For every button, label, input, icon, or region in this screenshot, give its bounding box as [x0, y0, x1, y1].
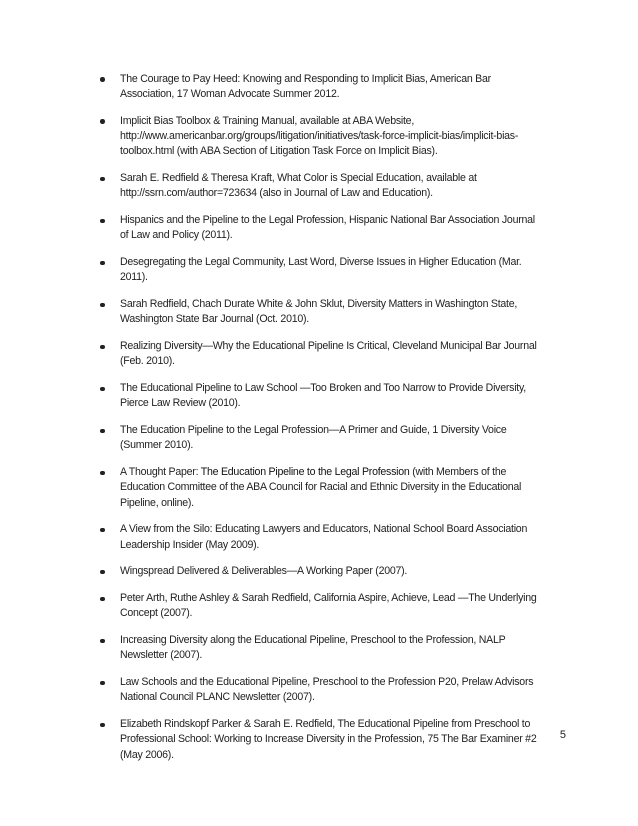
- list-item: [100, 255, 540, 285]
- reference-text: Sarah Redfield, Chach Durate White & John Sklut, Diversity Matters in Washington State, Washington State Bar Journal (Oct. 2010).: [120, 298, 518, 326]
- bullet-icon: [100, 177, 105, 182]
- list-item: [100, 381, 540, 411]
- list-item: [100, 114, 540, 160]
- reference-text: Implicit Bias Toolbox & Training Manual, available at ABA Website, http://www.americanbar.org/groups/litigation/initiatives/task-force-implicit-bias/implicit-bias-toolbox.html (with ABA Section of Litigation Task Force on Implicit Bias).: [120, 115, 519, 158]
- list-item: [100, 522, 540, 552]
- list-item: [100, 717, 540, 763]
- reference-text: The Educational Pipeline to Law School —Too Broken and Too Narrow to Provide Diversity, Pierce Law Review (2010).: [120, 382, 526, 410]
- list-item: [100, 72, 540, 102]
- bullet-icon: [100, 119, 105, 124]
- bullet-icon: [100, 303, 105, 308]
- reference-text-trail: (with Members of the Education Committee of the ABA Council for Racial and Ethnic Diversity in the Educational Pipeline, online).: [120, 466, 522, 509]
- bullet-icon: [100, 77, 105, 82]
- paper-title: The Education Pipeline to the Legal Profession: [200, 466, 410, 479]
- list-item: [100, 591, 540, 621]
- list-item: [100, 465, 540, 511]
- bullet-icon: [100, 681, 105, 686]
- reference-text-lead: A Thought Paper:: [120, 466, 201, 479]
- bullet-icon: [100, 471, 105, 476]
- reference-text: Desegregating the Legal Community, Last Word, Diverse Issues in Higher Education (Mar. 2011).: [120, 256, 522, 284]
- list-item: [100, 675, 540, 705]
- bullet-icon: [100, 387, 105, 392]
- reference-text: Increasing Diversity along the Educational Pipeline, Preschool to the Profession, NALP Newsletter (2007).: [120, 634, 506, 662]
- bullet-icon: [100, 597, 105, 602]
- reference-list: [100, 72, 540, 774]
- bullet-icon: [100, 723, 105, 728]
- reference-text: The Courage to Pay Heed: Knowing and Responding to Implicit Bias, American Bar Association, 17 Woman Advocate Summer 2012.: [120, 73, 491, 101]
- reference-text: A View from the Silo: Educating Lawyers and Educators, National School Board Association Leadership Insider (May 2009).: [120, 523, 528, 551]
- reference-text: The Education Pipeline to the Legal Profession—A Primer and Guide, 1 Diversity Voice (Summer 2010).: [120, 424, 507, 452]
- list-item: [100, 339, 540, 369]
- bullet-icon: [100, 528, 105, 533]
- bullet-icon: [100, 639, 105, 644]
- reference-text: Peter Arth, Ruthe Ashley & Sarah Redfield, California Aspire, Achieve, Lead —The Underlying Concept (2007).: [120, 592, 537, 620]
- list-item: [100, 297, 540, 327]
- bullet-icon: [100, 570, 105, 575]
- reference-text: Realizing Diversity—Why the Educational Pipeline Is Critical, Cleveland Municipal Bar Journal (Feb. 2010).: [120, 340, 537, 368]
- bullet-icon: [100, 429, 105, 434]
- reference-text: Wingspread Delivered & Deliverables—A Working Paper (2007).: [120, 565, 408, 578]
- bullet-icon: [100, 345, 105, 350]
- reference-text: [120, 466, 521, 508]
- list-item: [100, 633, 540, 663]
- list-item: [100, 213, 540, 243]
- reference-text: Elizabeth Rindskopf Parker & Sarah E. Redfield, The Educational Pipeline from Preschool to Professional School: Working to Increase Diversity in the Profession, 75 The Bar Examiner #2 (May 2006).: [120, 718, 537, 761]
- reference-text: Law Schools and the Educational Pipeline, Preschool to the Profession P20, Prelaw Advisors National Council PLANC Newsletter (2007).: [120, 676, 534, 704]
- reference-text: Sarah E. Redfield & Theresa Kraft, What Color is Special Education, available at http://ssrn.com/author=723634 (also in Journal of Law and Education).: [120, 172, 477, 200]
- list-item: [100, 564, 540, 579]
- list-item: [100, 423, 540, 453]
- page-number: 5: [559, 729, 566, 741]
- bullet-icon: [100, 219, 105, 224]
- reference-text: Hispanics and the Pipeline to the Legal Profession, Hispanic National Bar Association Journal of Law and Policy (2011).: [120, 214, 535, 242]
- bullet-icon: [100, 261, 105, 266]
- list-item: [100, 171, 540, 201]
